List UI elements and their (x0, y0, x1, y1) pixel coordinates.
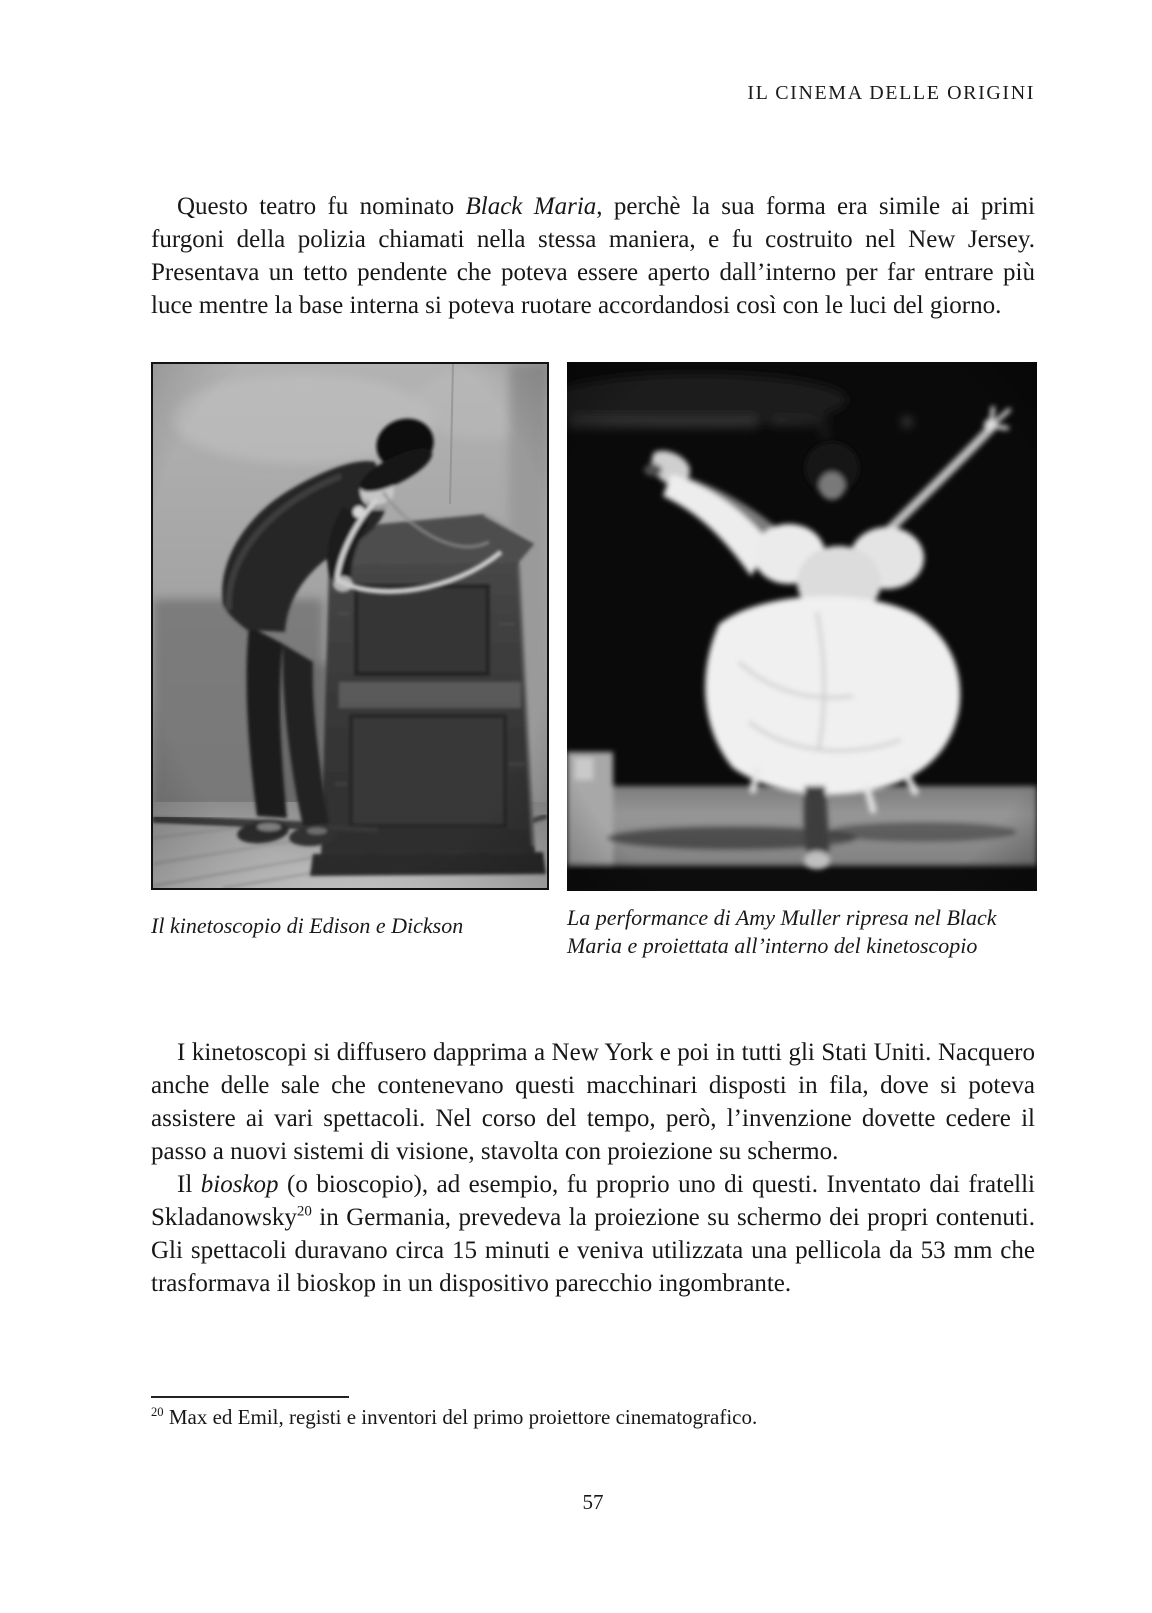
page-number: 57 (582, 1490, 604, 1514)
paragraph-bioskop: Il bioskop (o bioscopio), ad esempio, fu proprio uno di questi. Inventato dai fratelli Skladanowsky$^{20}$ in Germania, prevedeva la proiezione su schermo dei propri contenuti. Gli spettacoli duravano circa 15 minuti e veniva utilizzata una pellicola da 53 mm che trasformava il bioskop in un dispositivo parecchio ingombrante. (151, 1171, 1036, 1297)
paragraph-kinetoscopi: I kinetoscopi si diffusero dapprima a New York e poi in tutti gli Stati Uniti. Nacquero anche delle sale che contenevano questi macchinari disposti in fila, dove si poteva assistere ai vari spettacoli. Nel corso del tempo, però, l’invenzione dovette cedere il passo a nuovi sistemi di visione, stavolta con proiezione su schermo. (151, 1039, 1035, 1165)
body-text-lower (151, 1036, 1035, 1300)
dancer-photo-image (567, 362, 1037, 891)
footnote-text: $^{20}$ Max ed Emil, registi e inventori del primo proiettore cinematografico. (151, 1405, 758, 1429)
figure-kinetoscope (151, 362, 549, 940)
caption-kinetoscope: Il kinetoscopio di Edison e Dickson (151, 913, 464, 938)
kinetoscope-photo (151, 362, 549, 890)
footnote-rule (151, 1396, 349, 1398)
paragraph-black-maria: Questo teatro fu nominato Black Maria, perchè la sua forma era simile ai primi furgoni della polizia chiamati nella stessa maniera, e fu costruito nel New Jersey. Presentava un tetto pendente che poteva essere aperto dall’interno per far entrare più luce mentre la base interna si poteva ruotare accordandosi così con le luci del giorno. (151, 193, 1035, 319)
footnote-block (151, 1396, 1035, 1430)
kinetoscope-photo-image (153, 364, 547, 888)
figure-dancer (567, 362, 1037, 960)
running-header: IL CINEMA DELLE ORIGINI (747, 82, 1035, 104)
dancer-photo (567, 362, 1037, 891)
caption-dancer: La performance di Amy Muller ripresa nel Black Maria e proiettata all’interno del kinetoscopio (567, 905, 997, 958)
